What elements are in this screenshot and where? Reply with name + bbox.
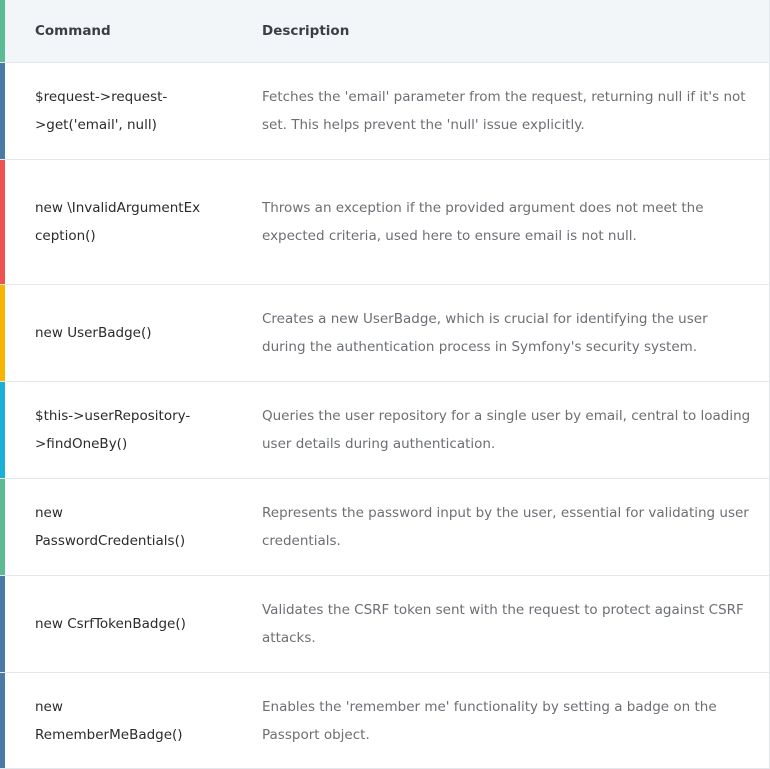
table-row	[0, 62, 769, 159]
row-accent-bar	[0, 0, 5, 62]
description-cell: Creates a new UserBadge, which is crucial for identifying the user during the authentication process in Symfony's security system.	[262, 311, 708, 355]
command-line: new	[35, 505, 63, 521]
command-line: RememberMeBadge()	[35, 726, 183, 743]
table-row	[0, 478, 769, 575]
command-cell: new \InvalidArgumentException()	[35, 200, 201, 244]
table-header-row	[0, 0, 769, 62]
command-line: new	[35, 698, 63, 715]
command-cell	[35, 693, 207, 749]
row-accent-bar	[0, 479, 5, 575]
command-line: PasswordCredentials()	[35, 533, 186, 549]
row-accent-bar	[0, 285, 5, 381]
row-accent-bar	[0, 576, 5, 672]
table-row	[0, 284, 769, 381]
description-cell: Represents the password input by the user, essential for validating user credentials.	[262, 505, 749, 549]
table-row	[0, 159, 769, 284]
description-cell: Queries the user repository for a single user by email, central to loading user details during authentication.	[262, 408, 751, 452]
description-cell: Throws an exception if the provided argument does not meet the expected criteria, used here to ensure email is not null.	[262, 200, 704, 244]
row-accent-bar	[0, 673, 5, 768]
command-cell: new UserBadge()	[35, 325, 152, 341]
command-cell: new CsrfTokenBadge()	[35, 616, 186, 632]
description-cell: Validates the CSRF token sent with the request to protect against CSRF attacks.	[262, 602, 744, 646]
table-row	[0, 381, 769, 478]
description-cell: Fetches the 'email' parameter from the request, returning null if it's not set. This helps prevent the 'null' issue explicitly.	[262, 89, 746, 133]
row-accent-bar	[0, 382, 5, 478]
row-accent-bar	[0, 160, 5, 284]
command-cell: $this->userRepository->findOneBy()	[35, 408, 191, 452]
table-row	[0, 672, 769, 768]
header-description: Description	[262, 23, 350, 39]
description-cell: Enables the 'remember me' functionality by setting a badge on the Passport object.	[262, 698, 717, 743]
row-accent-bar	[0, 63, 5, 159]
command-cell: $request->request->get('email', null)	[35, 89, 168, 133]
header-command: Command	[35, 23, 111, 39]
command-cell	[35, 499, 207, 555]
table-row	[0, 575, 769, 672]
